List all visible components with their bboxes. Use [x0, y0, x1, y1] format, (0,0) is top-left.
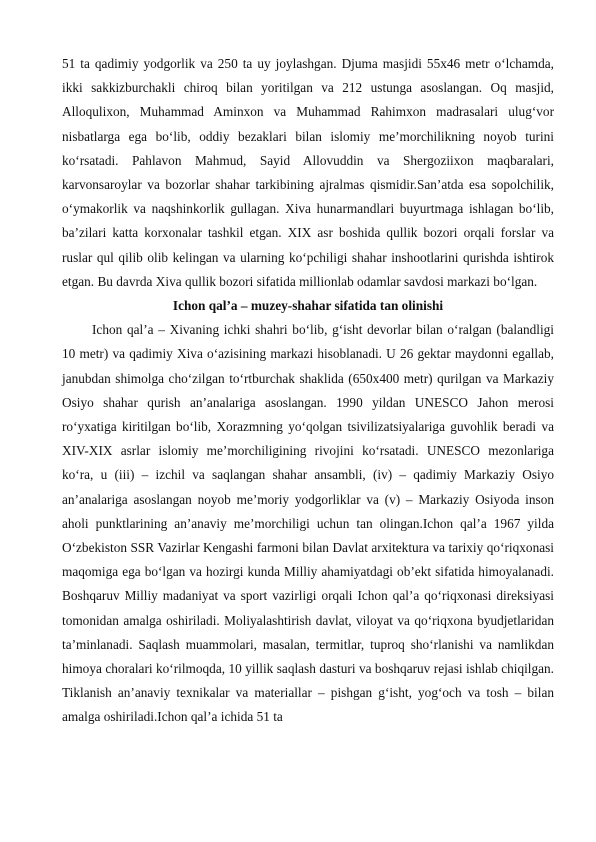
paragraph-main: Ichon qal’a – Xivaning ichki shahri bo‘lib, g‘isht devorlar bilan o‘ralgan (balandligi 10 metr) va qadimiy Xiva o‘azisining markazi hisoblanadi. U 26 gektar maydonni egallab, janubdan shimolga cho‘zilgan to‘rtburchak shaklida (650x400 metr) qurilgan va Markaziy Osiyo shahar qurish an’analariga asoslangan. 1990 yildan UNESCO Jahon merosi ro‘yxatiga kiritilgan bo‘lib, Xorazmning yo‘qolgan tsivilizatsiyalariga guvohlik beradi va XIV-XIX asrlar islomiy me’morchiligining rivojini ko‘rsatadi. UNESCO mezonlariga ko‘ra, u (iii) – izchil va saqlangan shahar ansambli, (iv) – qadimiy Markaziy Osiyo an’analariga asoslangan noyob me’moriy yodgorliklar va (v) – Markaziy Osiyoda inson aholi punktlarining an’anaviy me’morchiligi uchun tan olingan.Ichon qal’a 1967 yilda O‘zbekiston SSR Vazirlar Kengashi farmoni bilan Davlat arxitektura va tarixiy qo‘riqxonasi maqomiga ega bo‘lgan va hozirgi kunda Milliy ahamiyatdagi ob’ekt sifatida himoyalanadi. Boshqaruv Milliy madaniyat va sport vazirligi orqali Ichon qal’a qo‘riqxonasi direksiyasi tomonidan amalga oshiriladi. Moliyalashtirish davlat, viloyat va qo‘riqxona byudjetlaridan ta’minlanadi. Saqlash muammolari, masalan, termitlar, tuproq sho‘rlanishi va namlikdan himoya choralari ko‘rilmoqda, 10 yillik saqlash dasturi va boshqaruv rejasi ishlab chiqilgan. Tiklanish an’anaviy texnikalar va materiallar – pishgan g‘isht, yog‘och va tosh – bilan amalga oshiriladi.Ichon qal’a ichida 51 ta: [62, 322, 554, 725]
section-heading: Ichon qal’a – muzey-shahar sifatida tan olinishi: [172, 298, 444, 314]
paragraph-top: 51 ta qadimiy yodgorlik va 250 ta uy joylashgan. Djuma masjidi 55x46 metr o‘lchamda, ikki sakkizburchakli chiroq bilan yoritilgan va 212 ustunga asoslangan. Oq masjid, Alloqulixon, Muhammad Aminxon va Muhammad Rahimxon madrasalari ulug‘vor nisbatlarga ega bo‘lib, oddiy bezaklari bilan islomiy me’morchilikning noyob turini ko‘rsatadi. Pahlavon Mahmud, Sayid Allovuddin va Shergoziixon maqbaralari, karvonsaroylar va bozorlar shahar tarkibining ajralmas qismidir.San’atda esa sopolchilik, o‘ymakorlik va naqshinkorlik gullagan. Xiva hunarmandlari buyurtmaga ishlagan bo‘lib, ba’zilari katta korxonalar tashkil etgan. XIX asr boshida qullik bozori orqali forslar va ruslar qul qilib olib kelingan va ularning ko‘pchiligi shahar inshootlarini qurishda ishtirok etgan. Bu davrda Xiva qullik bozori sifatida millionlab odamlar savdosi markazi bo‘lgan.: [62, 56, 554, 289]
document-page: [62, 52, 554, 730]
